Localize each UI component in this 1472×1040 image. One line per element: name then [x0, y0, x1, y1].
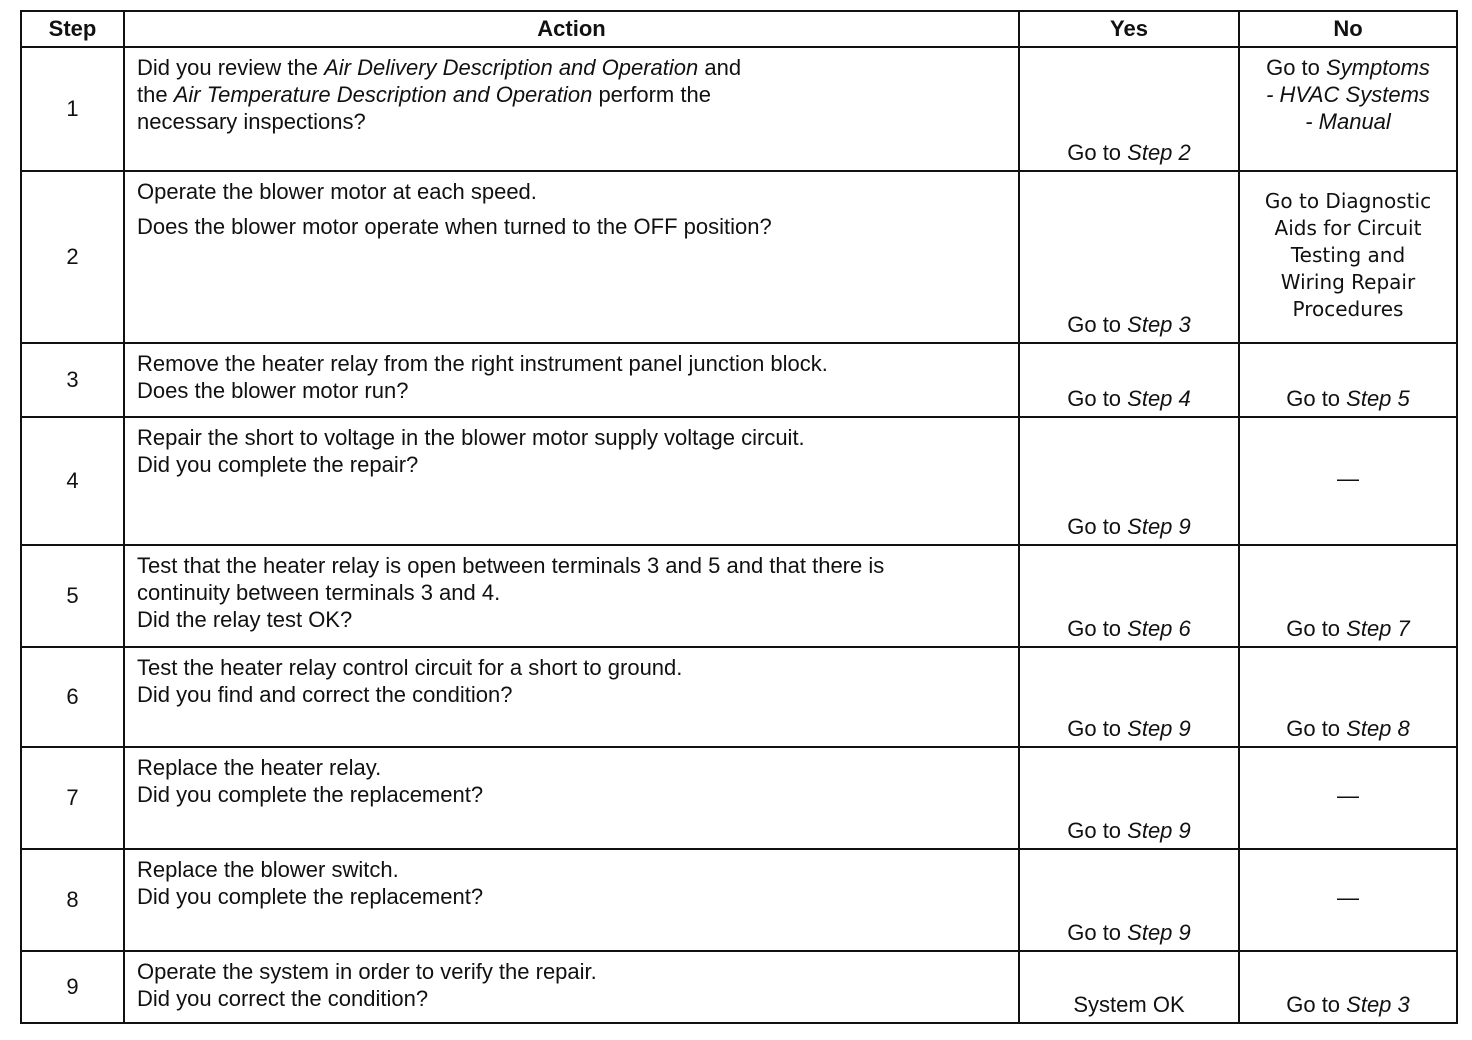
yes-cell: Go to Step 6: [1019, 545, 1239, 647]
action-text: the Air Temperature Description and Operation perform the: [137, 82, 711, 107]
action-cell: [124, 417, 1019, 545]
action-text: Test the heater relay control circuit for a short to ground.: [137, 655, 683, 680]
diagnostic-table: [20, 10, 1458, 1024]
no-cell: Go to Step 5: [1239, 343, 1457, 417]
action-cell: [124, 849, 1019, 951]
action-text: Operate the blower motor at each speed.: [137, 179, 537, 204]
no-cell: [1239, 417, 1457, 545]
action-text: continuity between terminals 3 and 4.: [137, 580, 501, 605]
action-question: Did you complete the replacement?: [137, 884, 484, 909]
action-question: Did you complete the replacement?: [137, 782, 484, 807]
dash: —: [1337, 466, 1359, 491]
no-cell: Go to Symptoms - HVAC Systems - Manual: [1239, 47, 1457, 171]
action-cell: [124, 343, 1019, 417]
action-question: Does the blower motor operate when turned to the OFF position?: [137, 214, 772, 239]
action-question: Did you correct the condition?: [137, 986, 429, 1011]
action-text: Repair the short to voltage in the blower motor supply voltage circuit.: [137, 425, 805, 450]
table-row: [21, 545, 1457, 647]
table-row: [21, 647, 1457, 747]
action-text: Replace the heater relay.: [137, 755, 382, 780]
yes-cell: Go to Step 9: [1019, 647, 1239, 747]
yes-cell: Go to Step 9: [1019, 417, 1239, 545]
yes-cell: Go to Step 9: [1019, 849, 1239, 951]
header-step: Step: [21, 11, 124, 47]
header-yes: Yes: [1019, 11, 1239, 47]
step-number: 6: [21, 647, 124, 747]
action-cell: [124, 747, 1019, 849]
step-number: 4: [21, 417, 124, 545]
step-number: 2: [21, 171, 124, 343]
action-text: Test that the heater relay is open between terminals 3 and 5 and that there is: [137, 553, 885, 578]
table-row: [21, 849, 1457, 951]
table-row: [21, 47, 1457, 171]
action-cell: [124, 171, 1019, 343]
header-no: No: [1239, 11, 1457, 47]
action-question: Did the relay test OK?: [137, 607, 353, 632]
no-cell: Go to Step 7: [1239, 545, 1457, 647]
action-text: Operate the system in order to verify the repair.: [137, 959, 597, 984]
header-row: [21, 11, 1457, 47]
step-number: 5: [21, 545, 124, 647]
dash: —: [1337, 783, 1359, 808]
table-row: [21, 417, 1457, 545]
dash: —: [1337, 885, 1359, 910]
yes-cell: Go to Step 9: [1019, 747, 1239, 849]
action-cell: [124, 47, 1019, 171]
action-question: Did you complete the repair?: [137, 452, 419, 477]
no-cell: [1239, 747, 1457, 849]
no-cell: Go to Step 3: [1239, 951, 1457, 1023]
action-text: necessary inspections?: [137, 109, 366, 134]
table-row: [21, 951, 1457, 1023]
yes-cell: Go to Step 3: [1019, 171, 1239, 343]
step-number: 1: [21, 47, 124, 171]
table-row: [21, 343, 1457, 417]
table-row: [21, 171, 1457, 343]
action-question: Did you find and correct the condition?: [137, 682, 513, 707]
yes-cell: Go to Step 2: [1019, 47, 1239, 171]
action-text: Remove the heater relay from the right instrument panel junction block.: [137, 351, 828, 376]
step-number: 8: [21, 849, 124, 951]
no-cell: Go to Diagnostic Aids for Circuit Testing and Wiring Repair Procedures: [1239, 171, 1457, 343]
action-text: Replace the blower switch.: [137, 857, 399, 882]
action-cell: [124, 951, 1019, 1023]
step-number: 7: [21, 747, 124, 849]
action-text: Did you review the Air Delivery Description and Operation and: [137, 55, 742, 80]
no-cell: [1239, 849, 1457, 951]
action-cell: [124, 545, 1019, 647]
yes-cell: System OK: [1019, 951, 1239, 1023]
yes-cell: Go to Step 4: [1019, 343, 1239, 417]
action-cell: [124, 647, 1019, 747]
action-question: Does the blower motor run?: [137, 378, 409, 403]
step-number: 9: [21, 951, 124, 1023]
no-cell: Go to Step 8: [1239, 647, 1457, 747]
step-number: 3: [21, 343, 124, 417]
header-action: Action: [124, 11, 1019, 47]
table-row: [21, 747, 1457, 849]
